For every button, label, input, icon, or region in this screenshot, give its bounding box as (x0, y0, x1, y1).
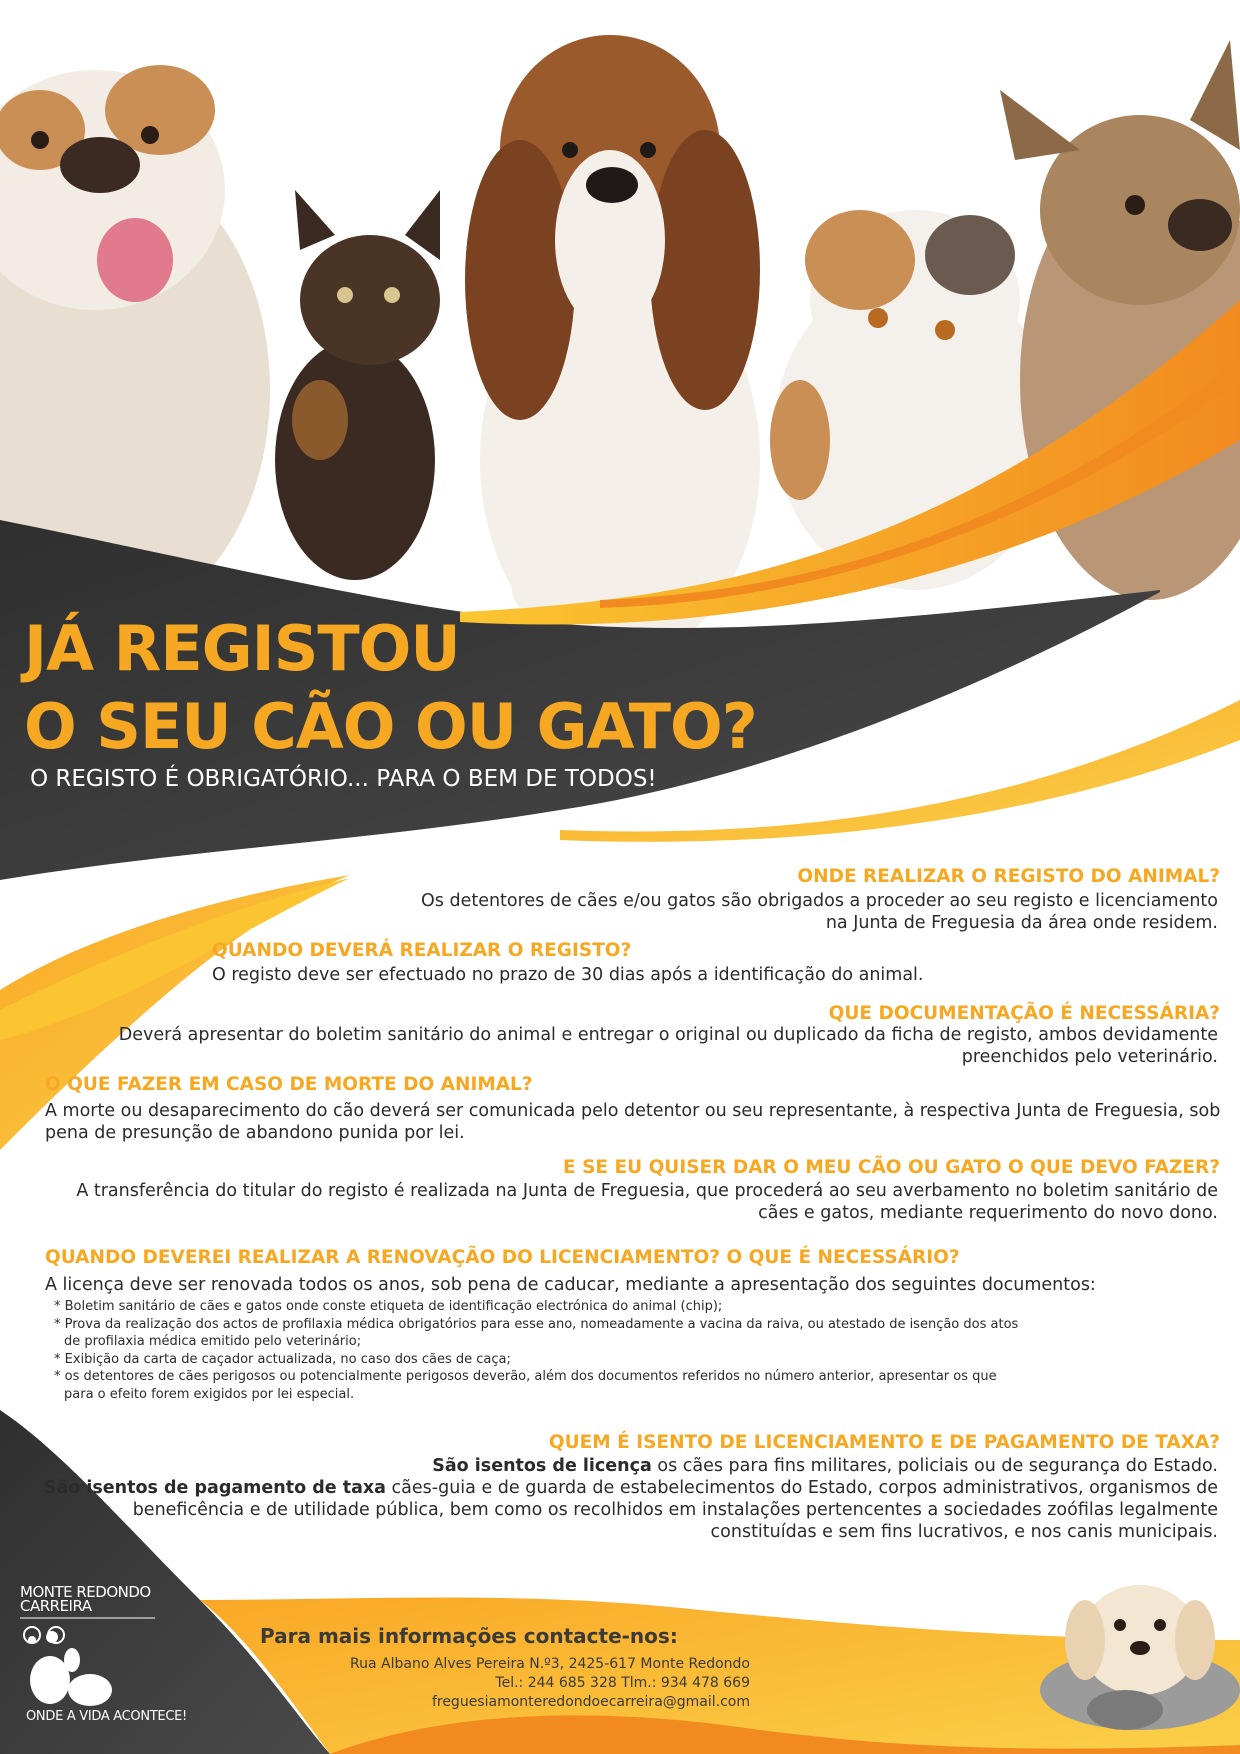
logo-tagline: ONDE A VIDA ACONTECE! (26, 1709, 187, 1724)
basset-hound-illustration (465, 35, 760, 660)
exempt-fee-text: cães-guia e de guarda de estabelecimentos do Estado, corpos administrativos, organismos de (385, 1478, 1218, 1498)
exempt-answer-line3: beneficência e de utilidade pública, bem como os recolhidos em instalações pertencentes a sociedades zoófilas legalmente (132, 1500, 1218, 1520)
logo-name-line2: CARREIRA (20, 1597, 92, 1615)
puppy-and-kitten-illustration (1040, 1585, 1240, 1730)
when-answer: O registo deve ser efectuado no prazo de 30 dias após a identificação do animal. (212, 965, 924, 985)
poster-title-line1: JÁ REGISTOU (24, 612, 460, 685)
transfer-answer-line2: cães e gatos, mediante requerimento do novo dono. (758, 1203, 1218, 1223)
renewal-item-1: * Boletim sanitário de cães e gatos onde conste etiqueta de identificação electrónica do animal (chip); (54, 1299, 723, 1314)
docs-question: QUE DOCUMENTAÇÃO É NECESSÁRIA? (828, 1003, 1220, 1024)
exempt-question: QUEM É ISENTO DE LICENCIAMENTO E DE PAGAMENTO DE TAXA? (548, 1432, 1220, 1453)
exempt-answer-line4: constituídas e sem fins lucrativos, e nos canis municipais. (710, 1522, 1218, 1542)
death-answer-line2: pena de presunção de abandono punida por lei. (45, 1123, 465, 1143)
exempt-answer-line1 (38, 1455, 1218, 1477)
where-answer-line1: Os detentores de cães e/ou gatos são obrigados a proceder ao seu registo e licenciamento (421, 891, 1218, 911)
renewal-item-2b: de profilaxia médica emitido pelo veterinário; (64, 1334, 362, 1349)
death-answer-line1: A morte ou desaparecimento do cão deverá ser comunicada pelo detentor ou seu representante, à respectiva Junta de Freguesia, sob (45, 1101, 1221, 1121)
renewal-item-4a: * os detentores de cães perigosos ou potencialmente perigosos deverão, além dos documentos referidos no número anterior, apresentar os que (54, 1369, 997, 1384)
renewal-item-4b: para o efeito forem exigidos por lei especial. (64, 1386, 355, 1402)
docs-answer-line2: preenchidos pelo veterinário. (961, 1047, 1218, 1067)
renewal-question: QUANDO DEVEREI REALIZAR A RENOVAÇÃO DO LICENCIAMENTO? O QUE É NECESSÁRIO? (45, 1247, 960, 1268)
renewal-item-3: * Exibição da carta de caçador actualizada, no caso dos cães de caça; (54, 1351, 511, 1367)
transfer-answer-line1: A transferência do titular do registo é realizada na Junta de Freguesia, que procederá ao seu averbamento no boletim sanitário de (76, 1181, 1218, 1201)
docs-answer-line1: Deverá apresentar do boletim sanitário do animal e entregar o original ou duplicado da ficha de registo, ambos devidamente (118, 1025, 1218, 1045)
poster-title-line2: O SEU CÃO OU GATO? (24, 690, 757, 763)
tortoiseshell-kitten-illustration (275, 190, 440, 580)
where-answer-line2: na Junta de Freguesia da área onde residem. (825, 913, 1218, 933)
when-question: QUANDO DEVERÁ REALIZAR O REGISTO? (212, 940, 632, 961)
contact-phones: Tel.: 244 685 328 Tlm.: 934 478 669 (495, 1675, 750, 1691)
exempt-licence-bold: São isentos de licença (432, 1456, 652, 1476)
where-question: ONDE REALIZAR O REGISTO DO ANIMAL? (797, 866, 1220, 887)
contact-address: Rua Albano Alves Pereira N.º3, 2425-617 Monte Redondo (350, 1656, 750, 1672)
renewal-item-2a: * Prova da realização dos actos de profilaxia médica obrigatórios para esse ano, nomeadamente a vacina da raiva, ou atestado de isenção dos atos (54, 1316, 1019, 1332)
exempt-licence-text: os cães para fins militares, policiais ou de segurança do Estado. (651, 1456, 1218, 1476)
logo-wordmark (20, 1585, 151, 1613)
contact-email[interactable]: freguesiamonteredondoecarreira@gmail.com (431, 1694, 750, 1710)
logo-name-line1: MONTE REDONDO (20, 1583, 151, 1601)
renewal-intro: A licença deve ser renovada todos os anos, sob pena de caducar, mediante a apresentação dos seguintes documentos: (45, 1275, 1096, 1295)
exempt-fee-bold: São isentos de pagamento de taxa (43, 1478, 386, 1498)
docs-answer (38, 1024, 1218, 1068)
exempt-answer (38, 1455, 1218, 1543)
renewal-requirements-list (54, 1298, 1018, 1403)
exempt-answer-line2 (38, 1477, 1218, 1499)
death-answer (45, 1100, 1225, 1144)
transfer-answer (38, 1180, 1218, 1224)
poster-subtitle: O REGISTO É OBRIGATÓRIO... PARA O BEM DE TODOS! (30, 766, 657, 792)
where-answer (118, 890, 1218, 934)
death-question: O QUE FAZER EM CASO DE MORTE DO ANIMAL? (45, 1074, 533, 1095)
contact-heading: Para mais informações contacte-nos: (260, 1624, 678, 1648)
transfer-question: E SE EU QUISER DAR O MEU CÃO OU GATO O QUE DEVO FAZER? (562, 1157, 1220, 1178)
